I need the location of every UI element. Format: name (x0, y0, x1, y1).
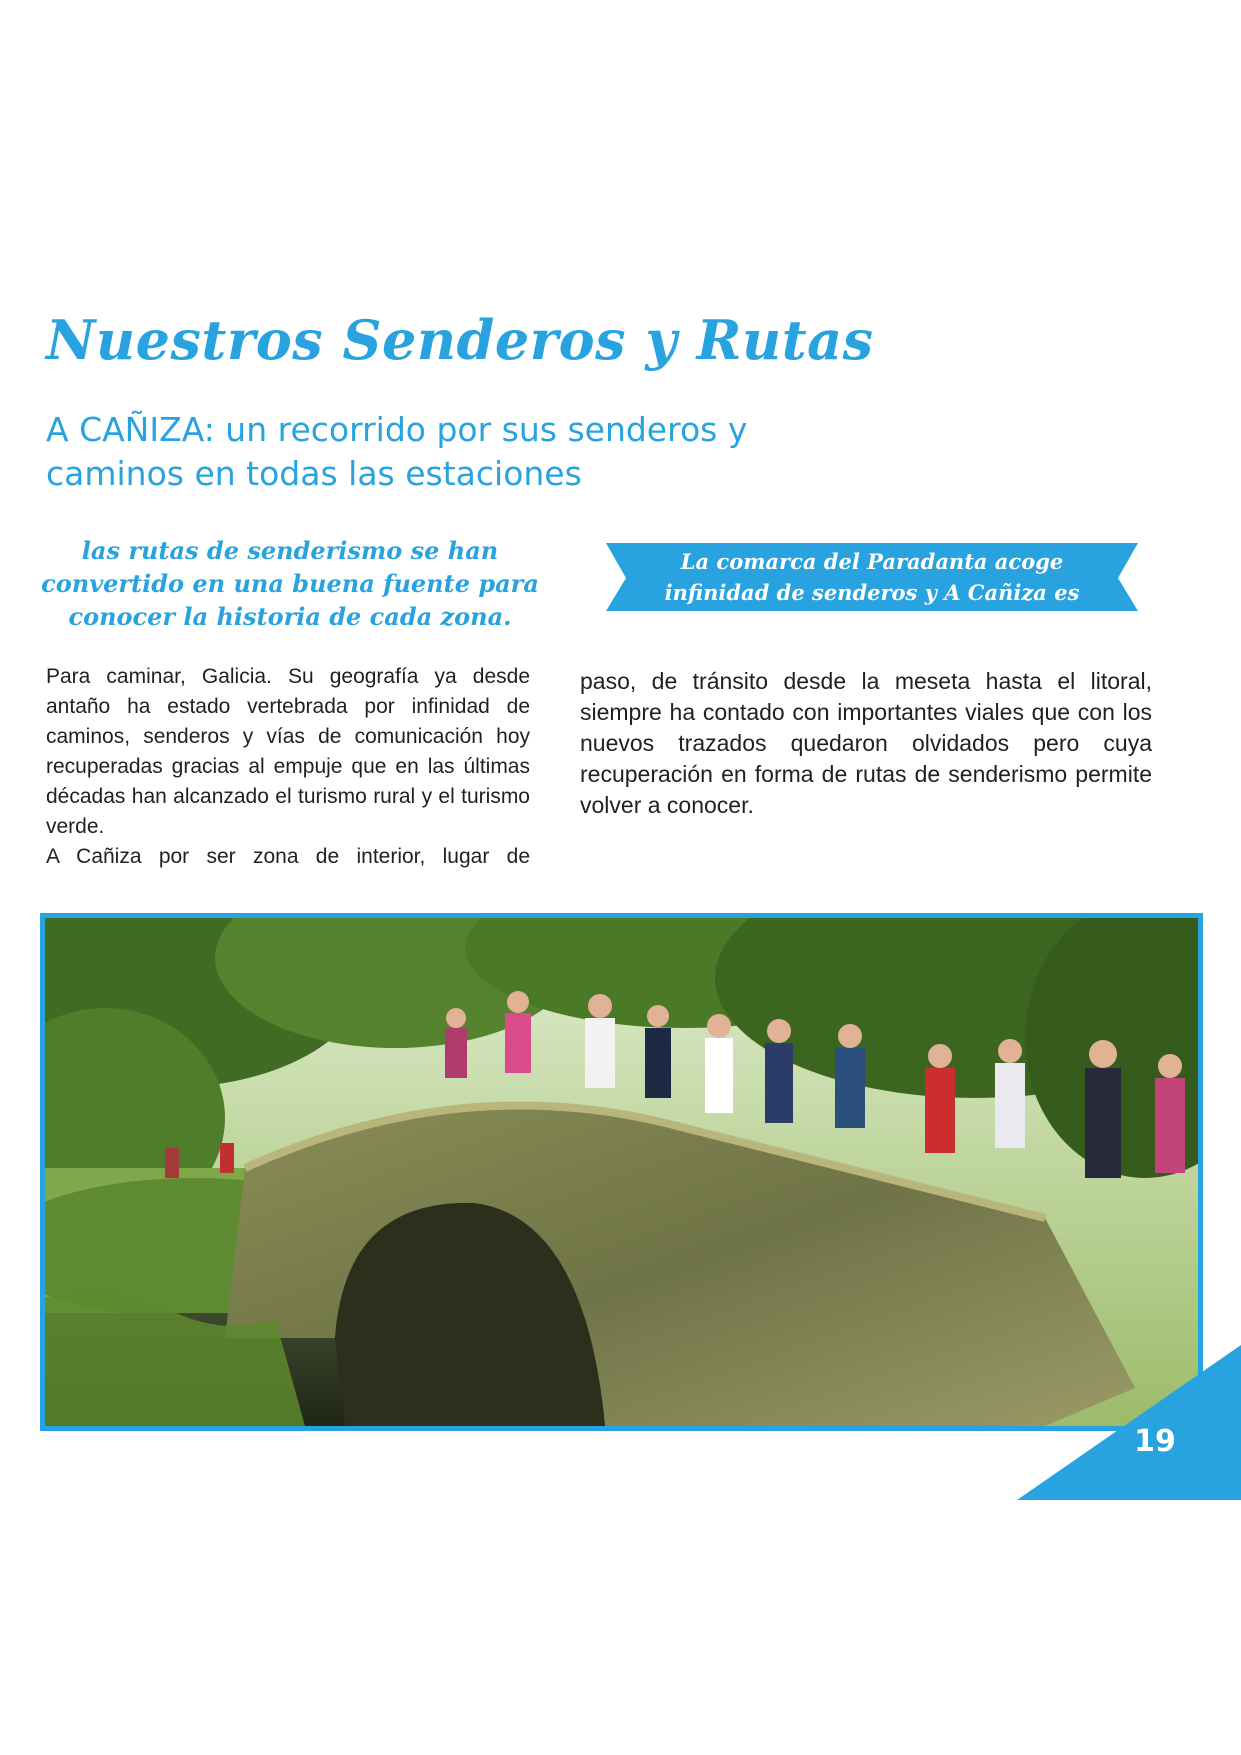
page-number-corner (1017, 1345, 1241, 1500)
page-subtitle: A CAÑIZA: un recorrido por sus senderos y caminos en todas las estaciones (46, 410, 748, 493)
ribbon-banner (606, 541, 1138, 636)
page-title: Nuestros Senderos y Rutas (46, 308, 874, 372)
body-paragraph: Para caminar, Galicia. Su geografía ya desde antaño ha estado vertebrada por infinidad de caminos, senderos y vías de comunicación hoy recuperadas gracias al empuje que en las últimas décadas han alcanzado el turismo rural y el turismo verde. (46, 665, 530, 838)
page-number: 19 (1134, 1424, 1176, 1459)
body-paragraph: A Cañiza por ser zona de interior, lugar de (46, 845, 530, 868)
body-paragraph: paso, de tránsito desde la meseta hasta el litoral, siempre ha contado con importantes viales que con los nuevos trazados quedaron olvidados pero cuya recuperación en forma de rutas de senderismo permite volver a conocer. (580, 668, 1152, 818)
banner-quote: La comarca del Paradanta acoge infinidad de senderos y A Cañiza es un vivo ejemplo. (664, 549, 1080, 636)
body-column-right (580, 666, 1152, 821)
body-column-left (46, 662, 530, 872)
pull-quote: las rutas de senderismo se han convertido en una buena fuente para conocer la historia de cada zona. (41, 536, 539, 631)
